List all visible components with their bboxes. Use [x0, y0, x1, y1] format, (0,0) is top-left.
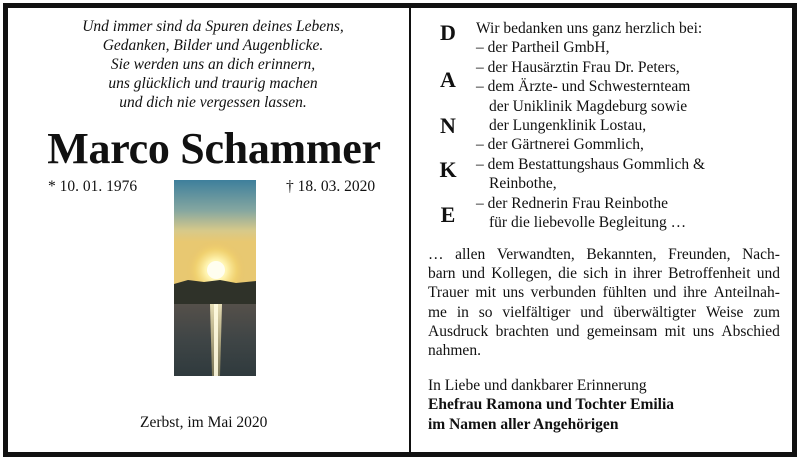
danke-letter: N [440, 113, 456, 138]
birth-date: * 10. 01. 1976 [48, 178, 138, 195]
sunset-photo [174, 180, 256, 376]
paragraph-word: Betroffenheit [668, 265, 751, 283]
paragraph-word: sich [583, 265, 609, 283]
thanks-line: – der Hausärztin Frau Dr. Peters, [476, 58, 680, 76]
poem-line: und dich nie vergessen lassen. [119, 94, 307, 111]
danke-letter: E [440, 202, 456, 227]
thanks-intro: Wir bedanken uns ganz herzlich bei: [476, 20, 703, 37]
paragraph-word: mit [664, 322, 686, 340]
paragraph-word: vielfältiger [502, 303, 571, 321]
deceased-name: Marco Schammer [47, 124, 381, 173]
paragraph-line [428, 303, 780, 322]
poem-line: Sie werden uns an dich erinnern, [110, 56, 316, 73]
paragraph-line [428, 245, 780, 264]
paragraph-word: in [456, 303, 469, 321]
paragraph-word: Trauer [428, 284, 469, 302]
paragraph-word: Nach- [742, 246, 780, 263]
poem-line: Und immer sind da Spuren deines Lebens, [82, 18, 344, 35]
paragraph-word: uns [692, 322, 715, 340]
paragraph-word: Weise [705, 303, 744, 321]
paragraph-word: Verwandten, [496, 246, 575, 263]
paragraph-word: und [580, 303, 604, 321]
poem-line: Gedanken, Bilder und Augenblicke. [102, 37, 324, 54]
thanks-line: – der Partheil GmbH, [476, 39, 610, 57]
paragraph-word: barn [428, 265, 456, 283]
thanks-list [476, 19, 776, 232]
danke-letter: D [440, 20, 456, 45]
paragraph-word: in [614, 265, 627, 283]
paragraph-word: me [428, 303, 447, 321]
paragraph-word: brachten [495, 322, 549, 340]
closing-others: im Namen aller Angehörigen [428, 415, 619, 433]
paragraph-word: so [478, 303, 493, 321]
paragraph-word: Anteilnah- [713, 284, 780, 302]
paragraph-word: und [653, 284, 677, 302]
paragraph-word: überwältigter [613, 303, 697, 321]
thanks-line: Reinbothe, [489, 175, 557, 193]
paragraph-word: Abschied [721, 322, 780, 340]
thanks-line: der Lungenklinik Lostau, [489, 117, 647, 135]
paragraph-word: ihre [682, 284, 708, 302]
paragraph-word: Freunden, [668, 246, 731, 263]
paragraph-word: ihrer [632, 265, 662, 283]
paragraph-word: allen [455, 246, 486, 263]
column-divider [409, 8, 411, 452]
closing-family: Ehefrau Ramona und Tochter Emilia [428, 396, 675, 414]
paragraph-word: Ausdruck [428, 322, 489, 340]
paragraph-word: die [558, 265, 578, 283]
thanks-line: – der Rednerin Frau Reinbothe [476, 194, 668, 212]
closing-signature [428, 376, 788, 434]
danke-letter: A [440, 67, 456, 92]
danke-letter: K [439, 157, 457, 182]
paragraph-line [428, 264, 780, 283]
thanks-line: der Uniklinik Magdeburg sowie [489, 97, 688, 115]
thanks-line: für die liebevolle Begleitung … [489, 214, 687, 232]
paragraph-line [428, 322, 780, 341]
thanks-line: – der Gärtnerei Gommlich, [476, 136, 644, 154]
paragraph-word: zum [753, 303, 780, 321]
paragraph-line: nahmen. [428, 342, 481, 360]
paragraph-word: … [428, 246, 444, 263]
thanks-line: – dem Ärzte- und Schwesternteam [476, 78, 691, 96]
paragraph-word: und [756, 265, 780, 283]
death-date: † 18. 03. 2020 [286, 178, 376, 195]
place-and-date: Zerbst, im Mai 2020 [140, 414, 268, 431]
paragraph-word: fühlten [602, 284, 647, 302]
paragraph-word: und [461, 265, 485, 283]
memorial-poem [18, 17, 408, 112]
paragraph-word: verbunden [530, 284, 597, 302]
paragraph-line [428, 283, 780, 302]
paragraph-word: Kollegen, [491, 265, 552, 283]
paragraph-word: mit [475, 284, 496, 302]
thanks-line: – dem Bestattungshaus Gommlich & [476, 155, 706, 173]
poem-line: uns glücklich und traurig machen [108, 75, 318, 92]
closing-line: In Liebe und dankbarer Erinnerung [428, 377, 647, 394]
paragraph-word: und [556, 322, 580, 340]
paragraph-word: uns [502, 284, 525, 302]
paragraph-word: gemeinsam [586, 322, 658, 340]
paragraph-word: Bekannten, [586, 246, 657, 263]
thanks-paragraph [428, 245, 780, 360]
